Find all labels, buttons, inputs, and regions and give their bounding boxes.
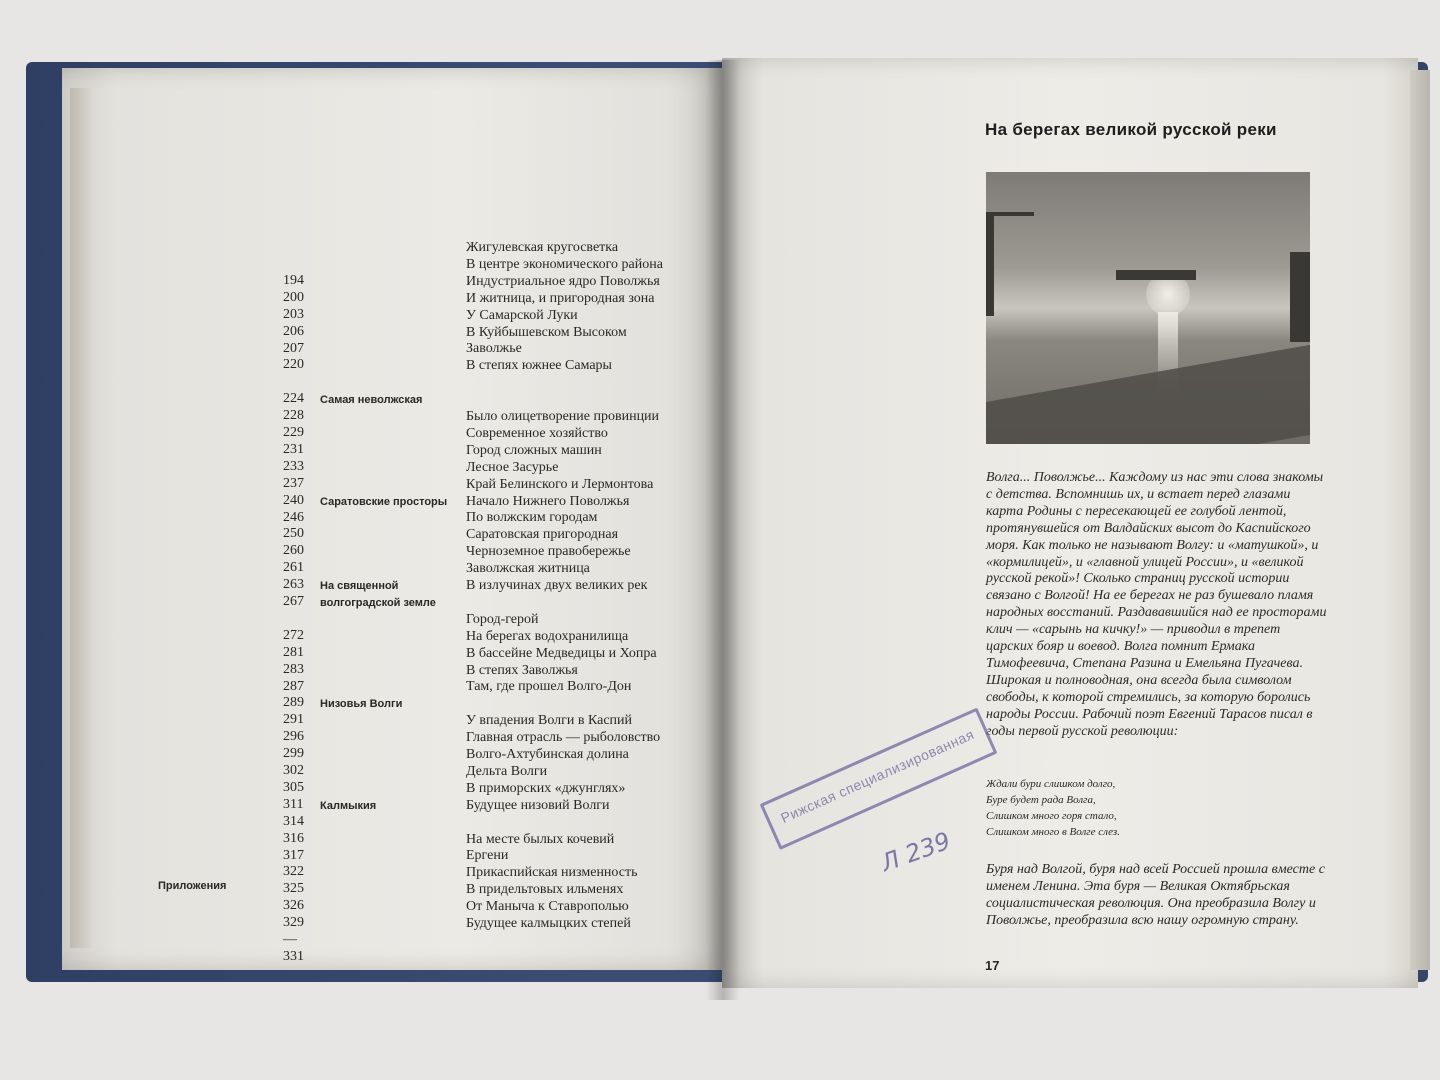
toc-page-number: 240 bbox=[283, 492, 304, 508]
toc-page-number: 311 bbox=[283, 796, 304, 812]
toc-entry-title: Город сложных машин bbox=[466, 442, 602, 458]
toc-entry-title: Черноземное правобережье bbox=[466, 544, 631, 560]
toc-page-number: 237 bbox=[283, 475, 304, 491]
toc-entry-title: Начало Нижнего Поволжья bbox=[466, 493, 630, 509]
toc-page-number: 261 bbox=[283, 560, 304, 576]
paragraph-text: Волга... Поволжье... Каждому из нас эти слова знакомы с детства. Вспомнишь их, и встает перед глазами карта Родины с пересекающей ее голубой лентой, протянувшейся от Валдайских высот до Каспийского моря. Как только не называют Волгу: и «матушкой», и «кормилицей», и «главной улицей России», и «великой русской рекой»! Сколько страниц русской истории связано с Волгой! На ее берегах не раз бушевало пламя народных восстаний. Раздававшийся над ее просторами клич — «сарынь на кичку!» — приводил в трепет царских бояр и воевод. Волга помнит Ермака Тимофеевича, Степана Разина и Емельяна Пугачева. Широкая и полноводная, она всегда была символом свободы, к которой стремились, за которую боролись народы России. Рабочий поэт Евгений Тарасов писал в годы первой русской революции: bbox=[986, 470, 1327, 739]
article-heading: На берегах великой русской реки bbox=[985, 120, 1277, 139]
riverbank-shape bbox=[986, 340, 1310, 444]
toc-page-number: 289 bbox=[283, 695, 304, 711]
toc-entry-title: В центре экономического района bbox=[466, 256, 663, 272]
toc-section-title: волгоградской земле bbox=[320, 596, 436, 609]
toc-entry-title: Было олицетворение провинции bbox=[466, 409, 660, 424]
toc-entry-title: Дельта Волги bbox=[466, 763, 548, 779]
toc-section-title: Самая неволжская bbox=[320, 394, 423, 407]
toc-entry-title: Волго-Ахтубинская долина bbox=[466, 747, 629, 762]
toc-section-title: Низовья Волги bbox=[320, 698, 403, 711]
toc-page-number: 246 bbox=[283, 509, 304, 525]
toc-page-number: — bbox=[283, 932, 297, 947]
toc-entry-title: По волжским городам bbox=[466, 510, 598, 526]
toc-page-number: 233 bbox=[283, 458, 304, 474]
toc-page-number: 314 bbox=[283, 813, 304, 829]
toc-page-number: 263 bbox=[283, 577, 304, 593]
toc-entry-title: В придельтовых ильменях bbox=[466, 882, 624, 898]
toc-page-number: 287 bbox=[283, 678, 304, 694]
toc-page-number: 299 bbox=[283, 746, 304, 762]
toc-entry-title: Заволжская житница bbox=[466, 561, 590, 577]
toc-entry-title: Саратовская пригородная bbox=[466, 527, 619, 543]
toc-entry-title: В приморских «джунглях» bbox=[466, 780, 626, 796]
toc-entry-title: Будущее низовий Волги bbox=[466, 797, 610, 813]
toc-page-number: 229 bbox=[283, 425, 304, 440]
toc-entry-title: В излучинах двух великих рек bbox=[466, 578, 648, 593]
stamp-handwritten-number: Л 239 bbox=[877, 826, 955, 878]
article-paragraph-1 bbox=[986, 470, 1330, 741]
toc-entry-title: Город-герой bbox=[466, 611, 539, 627]
toc-entry-title: На месте былых кочевий bbox=[466, 831, 615, 847]
toc-entry-title: Будущее калмыцких степей bbox=[466, 916, 631, 931]
poem-line: Ждали бури слишком долго, bbox=[986, 778, 1116, 790]
toc-page-number: 231 bbox=[283, 441, 304, 457]
toc-section-title: На священной bbox=[320, 580, 399, 592]
volga-photo bbox=[986, 172, 1310, 444]
right-page-edges bbox=[1410, 70, 1430, 970]
toc-page-number: 224 bbox=[283, 391, 304, 407]
appendix-label: Приложения bbox=[158, 880, 227, 892]
toc-page-number: 329 bbox=[283, 915, 304, 931]
toc-entry-title: У Самарской Луки bbox=[466, 307, 578, 323]
pier-shape bbox=[1290, 252, 1310, 342]
toc-page-number: 206 bbox=[283, 323, 304, 339]
toc-entry-title: На берегах водохранилища bbox=[466, 628, 629, 644]
poem bbox=[986, 776, 1286, 840]
poem-line: Слишком много в Волге слез. bbox=[986, 826, 1120, 838]
page-number: 17 bbox=[985, 958, 1000, 973]
toc-entry-title: Индустриальное ядро Поволжья bbox=[466, 273, 660, 289]
poem-line: Буре будет рада Волга, bbox=[986, 794, 1096, 806]
toc-page-number: 325 bbox=[283, 881, 304, 897]
toc-page-number: 302 bbox=[283, 763, 304, 778]
toc-page-number: 305 bbox=[283, 779, 304, 795]
toc-page-number: 250 bbox=[283, 526, 304, 542]
toc-entry-title: Лесное Засурье bbox=[466, 459, 559, 475]
toc-entry-title: Жигулевская кругосветка bbox=[466, 240, 619, 255]
toc-entry-title: Прикаспийская низменность bbox=[466, 865, 638, 881]
toc-page-number: 207 bbox=[283, 340, 304, 356]
toc-entry-title: В бассейне Медведицы и Хопра bbox=[466, 645, 657, 661]
toc-entry-title: Там, где прошел Волго-Дон bbox=[466, 679, 632, 695]
toc-entry-title: У впадения Волги в Каспий bbox=[466, 713, 633, 729]
article-paragraph-2: Буря над Волгой, буря над всей Россией прошла вместе с именем Ленина. Эта буря — Великая Октябрьская социалистическая революция. Она преобразила Волгу и Поволжье, преобразила всю нашу огромную страну. bbox=[986, 862, 1325, 928]
toc-page-number: 260 bbox=[283, 543, 304, 559]
poem-line: Слишком много горя стало, bbox=[986, 810, 1117, 822]
toc-page-number: 228 bbox=[283, 408, 304, 424]
toc-page-number: 220 bbox=[283, 357, 304, 373]
crane-shape bbox=[986, 212, 1034, 316]
toc-entry-title: В Куйбышевском Высоком bbox=[466, 324, 627, 340]
toc-entry-title: Современное хозяйство bbox=[466, 425, 608, 441]
toc-page-number: 283 bbox=[283, 661, 304, 677]
left-page-edge bbox=[70, 88, 92, 948]
toc-entry-title: В степях Заволжья bbox=[466, 662, 578, 678]
toc-page-number: 272 bbox=[283, 627, 304, 643]
toc-page-number: 316 bbox=[283, 830, 304, 846]
toc-page-number: 267 bbox=[283, 594, 304, 609]
toc-page-number: 322 bbox=[283, 864, 304, 880]
toc-section-title: Саратовские просторы bbox=[320, 495, 448, 508]
toc-page-number: 281 bbox=[283, 644, 304, 660]
toc-entry-title: Заволжье bbox=[466, 341, 522, 357]
library-stamp: Рижская специализированная bbox=[760, 708, 998, 850]
toc-page-number: 326 bbox=[283, 898, 304, 914]
toc-entry-title: Ергени bbox=[466, 848, 509, 864]
toc-page-number: 296 bbox=[283, 729, 304, 745]
toc-page-number: 317 bbox=[283, 847, 304, 863]
toc-entry-title: В степях южнее Самары bbox=[466, 358, 612, 374]
toc-entry-title: Край Белинского и Лермонтова bbox=[466, 476, 654, 492]
toc-entry-title: И житница, и пригородная зона bbox=[466, 290, 655, 306]
toc-page-number: 331 bbox=[283, 948, 304, 964]
toc-page-number: 203 bbox=[283, 306, 304, 322]
toc-page-number: 291 bbox=[283, 712, 304, 728]
toc-page-number: 194 bbox=[283, 272, 304, 288]
toc-page-number: 200 bbox=[283, 289, 304, 305]
toc-entry-title: Главная отрасль — рыболовство bbox=[466, 730, 661, 746]
ship-shape bbox=[1116, 270, 1196, 280]
toc-entry-title: От Маныча к Ставрополью bbox=[466, 899, 629, 915]
toc-section-title: Калмыкия bbox=[320, 799, 377, 812]
